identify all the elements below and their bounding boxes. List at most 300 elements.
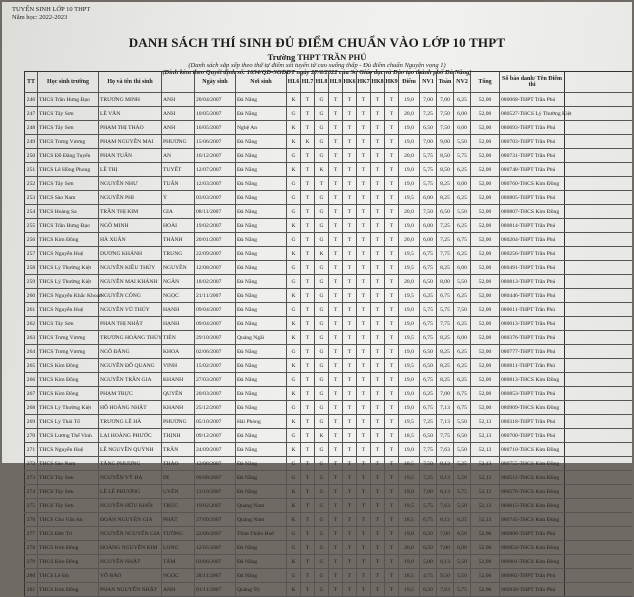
column-header-toan: Toán bbox=[437, 72, 454, 92]
cell-noi-sinh: Đà Nẵng bbox=[236, 275, 287, 288]
cell-hk6: T bbox=[343, 415, 357, 428]
cell-hk9: T bbox=[385, 373, 399, 386]
cell-tt: 266 bbox=[24, 373, 38, 386]
cell-so-bao-danh: 080512-THCS Kim Đồng bbox=[500, 471, 565, 484]
cell-hl7: T bbox=[301, 331, 315, 344]
cell-diem: 18,5 bbox=[399, 457, 420, 470]
cell-nv1: 7,00 bbox=[420, 485, 437, 498]
cell-diem: 19,0 bbox=[399, 219, 420, 232]
cell-tt: 269 bbox=[24, 415, 38, 428]
cell-tt: 262 bbox=[24, 317, 38, 330]
cell-hl9: T bbox=[329, 569, 343, 582]
cell-so-bao-danh: 080693-THPT Trần Phú bbox=[500, 121, 565, 134]
cell-tong: 52,00 bbox=[471, 163, 500, 176]
cell-hk6: T bbox=[343, 233, 357, 246]
cell-toan: 7,63 bbox=[437, 583, 454, 596]
cell-nv1: 6,50 bbox=[420, 359, 437, 372]
cell-ho-ten: NGUYỄN MAI KHÁNH bbox=[99, 275, 162, 288]
cell-hl7: T bbox=[301, 457, 315, 470]
cell-hk8: T bbox=[371, 219, 385, 232]
cell-noi-sinh: Hải Phòng bbox=[236, 415, 287, 428]
cell-hk8: T bbox=[371, 415, 385, 428]
cell-ho-ten: TRẦN THỊ KIM bbox=[99, 205, 162, 218]
cell-hk7: T bbox=[357, 485, 371, 498]
cell-tt: 258 bbox=[24, 261, 38, 274]
cell-hl6: G bbox=[287, 205, 301, 218]
cell-hl8: K bbox=[315, 163, 329, 176]
cell-ngay-sinh: 12/08/2007 bbox=[195, 457, 236, 470]
table-row bbox=[24, 303, 632, 317]
cell-hk8: T bbox=[371, 93, 385, 106]
cell-tt: 248 bbox=[24, 121, 38, 134]
cell-ho-ten: NGÔ MINH bbox=[99, 219, 162, 232]
cell-toan: 8,13 bbox=[437, 471, 454, 484]
cell-so-bao-danh: 080901-THCS Kim Đồng bbox=[500, 555, 565, 568]
cell-hk8: T bbox=[371, 303, 385, 316]
cell-hoc-sinh-truong: THCS Đỗ Đăng Tuyển bbox=[38, 149, 99, 162]
cell-tt: 253 bbox=[24, 191, 38, 204]
cell-ngay-sinh: 19/02/2007 bbox=[195, 499, 236, 512]
column-header-hl8: HL8 bbox=[315, 72, 329, 92]
table-row bbox=[24, 107, 632, 121]
cell-tt: 281 bbox=[24, 583, 38, 596]
cell-ho-ten: NGÔ ĐĂNG bbox=[99, 345, 162, 358]
cell-toan: 8,25 bbox=[437, 359, 454, 372]
cell-hk9: T bbox=[385, 191, 399, 204]
cell-hl6: K bbox=[287, 135, 301, 148]
cell-hl6: G bbox=[287, 471, 301, 484]
cell-so-bao-danh: 080256-THPT Trần Phú bbox=[500, 247, 565, 260]
cell-ngay-sinh: 15/02/2007 bbox=[195, 359, 236, 372]
table-row bbox=[24, 513, 632, 527]
cell-hl7: T bbox=[301, 289, 315, 302]
cell-hl9: T bbox=[329, 401, 343, 414]
cell-diem: 19,0 bbox=[399, 135, 420, 148]
cell-diem: 20,0 bbox=[399, 205, 420, 218]
cell-hoc-sinh-truong: THCS Kim Đồng bbox=[38, 233, 99, 246]
cell-tt: 261 bbox=[24, 303, 38, 316]
cell-hl6: G bbox=[287, 457, 301, 470]
cell-noi-sinh: Đà Nẵng bbox=[236, 485, 287, 498]
cell-hoc-sinh-truong: THCS Lý Thường Kiệt bbox=[38, 401, 99, 414]
table-row bbox=[24, 401, 632, 415]
cell-toan: 8,25 bbox=[437, 177, 454, 190]
cell-hl7: T bbox=[301, 541, 315, 554]
cell-hk9: T bbox=[385, 359, 399, 372]
cell-nv2: 5,50 bbox=[454, 135, 471, 148]
cell-hk9: T bbox=[385, 121, 399, 134]
cell-diem: 19,0 bbox=[399, 555, 420, 568]
cell-hk7: T bbox=[357, 121, 371, 134]
cell-nv2: 5,50 bbox=[454, 205, 471, 218]
cell-hk8: T bbox=[371, 387, 385, 400]
cell-hk9: T bbox=[385, 415, 399, 428]
cell-ten: KHOA bbox=[162, 345, 195, 358]
cell-ngay-sinh: 20/03/2007 bbox=[195, 387, 236, 400]
cell-hk7: T bbox=[357, 373, 371, 386]
cell-ngay-sinh: 02/06/2007 bbox=[195, 345, 236, 358]
cell-hl7: T bbox=[301, 443, 315, 456]
cell-nv2: 6,50 bbox=[454, 527, 471, 540]
cell-hoc-sinh-truong: THCS Lương Thế Vinh bbox=[38, 429, 99, 442]
cell-hl9: T bbox=[329, 317, 343, 330]
cell-hoc-sinh-truong: THCS Lê Hồng Phong bbox=[38, 163, 99, 176]
cell-hk6: T bbox=[343, 359, 357, 372]
cell-hl8: G bbox=[315, 121, 329, 134]
column-header-tt: TT bbox=[24, 72, 38, 92]
cell-diem: 18,5 bbox=[399, 429, 420, 442]
cell-so-bao-danh: 080204-THPT Trần Phú bbox=[500, 233, 565, 246]
cell-so-bao-danh: 080376-THPT Trần Phú bbox=[500, 331, 565, 344]
cell-hl9: T bbox=[329, 345, 343, 358]
cell-noi-sinh: Đà Nẵng bbox=[236, 457, 287, 470]
cell-hoc-sinh-truong: THCS Nguyễn Khắc Khoan bbox=[38, 289, 99, 302]
cell-hl7: T bbox=[301, 387, 315, 400]
cell-hl7: T bbox=[301, 359, 315, 372]
cell-hoc-sinh-truong: THCS Tây Sơn bbox=[38, 485, 99, 498]
cell-noi-sinh: Đà Nẵng bbox=[236, 555, 287, 568]
cell-ten: ANH bbox=[162, 121, 195, 134]
cell-noi-sinh: Quảng Trị bbox=[236, 583, 287, 596]
table-row bbox=[24, 275, 632, 289]
cell-diem: 20,0 bbox=[399, 233, 420, 246]
cell-hk9: T bbox=[385, 303, 399, 316]
cell-hk6: T bbox=[343, 303, 357, 316]
cell-hoc-sinh-truong: THCS Tây Sơn bbox=[38, 107, 99, 120]
table-row bbox=[24, 345, 632, 359]
cell-ho-ten: PHẠM NGUYỄN MAI bbox=[99, 135, 162, 148]
cell-hoc-sinh-truong: THCS Lý Thái Tổ bbox=[38, 415, 99, 428]
cell-tt: 272 bbox=[24, 457, 38, 470]
cell-nv2: 6,00 bbox=[454, 261, 471, 274]
cell-hk6: T bbox=[343, 471, 357, 484]
cell-ngay-sinh: 21/11/2007 bbox=[195, 289, 236, 302]
cell-hk7: T bbox=[357, 513, 371, 526]
cell-tong: 52,13 bbox=[471, 485, 500, 498]
cell-hk8: T bbox=[371, 191, 385, 204]
cell-ngay-sinh: 01/11/2007 bbox=[195, 583, 236, 596]
cell-tt: 263 bbox=[24, 331, 38, 344]
cell-hl6: G bbox=[287, 373, 301, 386]
header-line-1: TUYỂN SINH LỚP 10 THPT bbox=[12, 6, 91, 13]
cell-toan: 9,50 bbox=[437, 569, 454, 582]
cell-hk8: T bbox=[371, 485, 385, 498]
table-row bbox=[24, 135, 632, 149]
cell-hl8: G bbox=[315, 303, 329, 316]
cell-hk8: T bbox=[371, 121, 385, 134]
cell-diem: 19,0 bbox=[399, 317, 420, 330]
cell-hl6: K bbox=[287, 583, 301, 596]
cell-hl9: T bbox=[329, 583, 343, 596]
cell-ten: NGỌC bbox=[162, 289, 195, 302]
cell-hl8: G bbox=[315, 513, 329, 526]
cell-hl8: G bbox=[315, 359, 329, 372]
cell-hl7: T bbox=[301, 205, 315, 218]
cell-toan: 8,13 bbox=[437, 513, 454, 526]
cell-tong: 52,00 bbox=[471, 247, 500, 260]
cell-hl9: T bbox=[329, 219, 343, 232]
cell-hl9: T bbox=[329, 247, 343, 260]
cell-nv1: 7,50 bbox=[420, 457, 437, 470]
cell-hk7: T bbox=[357, 317, 371, 330]
cell-toan: 7,00 bbox=[437, 387, 454, 400]
cell-ngay-sinh: 05/10/2007 bbox=[195, 415, 236, 428]
cell-tong: 52,00 bbox=[471, 275, 500, 288]
cell-hk8: T bbox=[371, 163, 385, 176]
cell-so-bao-danh: 080930-THPT Trần Phú bbox=[500, 583, 565, 596]
cell-tt: 267 bbox=[24, 387, 38, 400]
cell-hk9: T bbox=[385, 219, 399, 232]
cell-nv1: 6,25 bbox=[420, 387, 437, 400]
cell-hoc-sinh-truong: THCS Trưng Vương bbox=[38, 135, 99, 148]
cell-ten: TUẤN bbox=[162, 177, 195, 190]
cell-hk7: T bbox=[357, 233, 371, 246]
cell-ho-ten: PHAN TUẤN bbox=[99, 149, 162, 162]
cell-toan: 8,25 bbox=[437, 345, 454, 358]
cell-toan: 7,13 bbox=[437, 415, 454, 428]
cell-hk7: T bbox=[357, 107, 371, 120]
cell-hk6: T bbox=[343, 373, 357, 386]
header-line-2: Năm học: 2022-2023 bbox=[12, 14, 68, 21]
cell-toan: 7,75 bbox=[437, 247, 454, 260]
cell-hk7: T bbox=[357, 541, 371, 554]
cell-hl6: G bbox=[287, 541, 301, 554]
cell-toan: 9,00 bbox=[437, 135, 454, 148]
cell-hl6: G bbox=[287, 191, 301, 204]
cell-ten: KHANH bbox=[162, 401, 195, 414]
cell-hoc-sinh-truong: THCS Trưng Vương bbox=[38, 331, 99, 344]
cell-so-bao-danh: 080491-THPT Trần Phú bbox=[500, 261, 565, 274]
cell-so-bao-danh: 080748-THPT Trần Phú bbox=[500, 163, 565, 176]
cell-diem: 19,0 bbox=[399, 177, 420, 190]
cell-hk9: T bbox=[385, 527, 399, 540]
cell-hk8: T bbox=[371, 555, 385, 568]
cell-hl8: G bbox=[315, 415, 329, 428]
cell-nv1: 5,00 bbox=[420, 555, 437, 568]
subtitle-1: (Danh sách sắp xếp theo thứ tự điểm xét tuyển từ cao xuống thấp - Đủ điểm chuẩn Nguyện vọng 1) bbox=[188, 62, 446, 69]
cell-hoc-sinh-truong: THCS Đức Trí bbox=[38, 527, 99, 540]
cell-hk7: T bbox=[357, 205, 371, 218]
cell-hk6: T bbox=[343, 429, 357, 442]
cell-ten: LONG bbox=[162, 541, 195, 554]
cell-hl7: T bbox=[301, 429, 315, 442]
cell-hk6: T bbox=[343, 261, 357, 274]
cell-hoc-sinh-truong: THCS Trưng Vương bbox=[38, 345, 99, 358]
cell-nv1: 5,75 bbox=[420, 163, 437, 176]
cell-ten: PHƯƠNG bbox=[162, 135, 195, 148]
cell-tong: 52,00 bbox=[471, 93, 500, 106]
cell-hoc-sinh-truong: THCS Sào Nam bbox=[38, 191, 99, 204]
cell-hk7: T bbox=[357, 555, 371, 568]
cell-ho-ten: PHẠM TRỰC bbox=[99, 387, 162, 400]
table-header-row bbox=[24, 71, 632, 93]
cell-so-bao-danh: 080527-THCS Lý Thường Kiệt bbox=[500, 107, 565, 120]
cell-tong: 52,00 bbox=[471, 583, 500, 596]
cell-noi-sinh: Nghệ An bbox=[236, 121, 287, 134]
cell-ten: ANH bbox=[162, 107, 195, 120]
cell-ten: ANH bbox=[162, 583, 195, 596]
cell-noi-sinh: Đà Nẵng bbox=[236, 429, 287, 442]
cell-tt: 278 bbox=[24, 541, 38, 554]
cell-hl8: G bbox=[315, 555, 329, 568]
page-title: DANH SÁCH THÍ SINH ĐỦ ĐIỂM CHUẨN VÀO LỚP 10 THPT bbox=[128, 35, 506, 50]
cell-diem: 19,0 bbox=[399, 401, 420, 414]
cell-hl9: T bbox=[329, 429, 343, 442]
cell-ho-ten: TĂNG PHƯƠNG bbox=[99, 457, 162, 470]
cell-hk8: T bbox=[371, 135, 385, 148]
cell-hl6: G bbox=[287, 233, 301, 246]
cell-so-bao-danh: 080611-THPT Trần Phú bbox=[500, 303, 565, 316]
table-row bbox=[24, 219, 632, 233]
cell-hk6: T bbox=[343, 513, 357, 526]
cell-tong: 52,00 bbox=[471, 261, 500, 274]
cell-nv2: 6,75 bbox=[454, 401, 471, 414]
cell-nv2: 6,25 bbox=[454, 247, 471, 260]
cell-hk9: T bbox=[385, 163, 399, 176]
cell-ten: TƯỜNG bbox=[162, 527, 195, 540]
cell-hk7: T bbox=[357, 499, 371, 512]
cell-hl6: G bbox=[287, 429, 301, 442]
cell-so-bao-danh: 080731-THPT Trần Phú bbox=[500, 149, 565, 162]
cell-ho-ten: LẠI HOÀNG PHƯỚC bbox=[99, 429, 162, 442]
cell-tt: 259 bbox=[24, 275, 38, 288]
cell-so-bao-danh: 080068-THPT Trần Phú bbox=[500, 93, 565, 106]
column-header-noi-sinh: Nơi sinh bbox=[236, 72, 287, 92]
cell-hk8: T bbox=[371, 541, 385, 554]
column-header-hk9: HK9 bbox=[385, 72, 399, 92]
cell-diem: 20,0 bbox=[399, 149, 420, 162]
cell-nv2: 5,75 bbox=[454, 583, 471, 596]
cell-hk9: T bbox=[385, 513, 399, 526]
cell-hl6: G bbox=[287, 275, 301, 288]
cell-nv1: 7,25 bbox=[420, 107, 437, 120]
cell-hl7: T bbox=[301, 191, 315, 204]
cell-hk9: T bbox=[385, 541, 399, 554]
cell-noi-sinh: Đà Nẵng bbox=[236, 261, 287, 274]
cell-nv1: 6,75 bbox=[420, 317, 437, 330]
cell-ngay-sinh: 29/10/2007 bbox=[195, 331, 236, 344]
cell-hk8: T bbox=[371, 457, 385, 470]
table-row bbox=[24, 415, 632, 429]
cell-ten: THÀNH bbox=[162, 233, 195, 246]
cell-ten: QUYÊN bbox=[162, 387, 195, 400]
cell-toan: 7,00 bbox=[437, 527, 454, 540]
cell-hl8: G bbox=[315, 331, 329, 344]
cell-so-bao-danh: 080318-THPT Trần Phú bbox=[500, 415, 565, 428]
cell-hl8: G bbox=[315, 149, 329, 162]
cell-ho-ten: ĐOÀN NGUYÊN GIA bbox=[99, 513, 162, 526]
cell-nv2: 6,00 bbox=[454, 107, 471, 120]
cell-hk7: T bbox=[357, 261, 371, 274]
cell-hl9: T bbox=[329, 191, 343, 204]
cell-noi-sinh: Đà Nẵng bbox=[236, 247, 287, 260]
table-row bbox=[24, 485, 632, 499]
cell-hl9: T bbox=[329, 107, 343, 120]
cell-hk7: T bbox=[357, 163, 371, 176]
cell-diem: 19,0 bbox=[399, 345, 420, 358]
cell-hl9: T bbox=[329, 289, 343, 302]
cell-noi-sinh: Đà Nẵng bbox=[236, 401, 287, 414]
cell-hk9: T bbox=[385, 499, 399, 512]
cell-hk6: T bbox=[343, 541, 357, 554]
cell-ho-ten: LÊ LÊ PHƯƠNG bbox=[99, 485, 162, 498]
cell-nv2: 6,00 bbox=[454, 331, 471, 344]
cell-tong: 52,00 bbox=[471, 191, 500, 204]
cell-hl6: K bbox=[287, 443, 301, 456]
cell-nv1: 6,00 bbox=[420, 191, 437, 204]
cell-hl8: G bbox=[315, 443, 329, 456]
cell-hk6: T bbox=[343, 191, 357, 204]
cell-tong: 52,00 bbox=[471, 359, 500, 372]
cell-nv1: 7,00 bbox=[420, 93, 437, 106]
table-row bbox=[24, 233, 632, 247]
cell-ten: DI bbox=[162, 471, 195, 484]
cell-nv2: 6,25 bbox=[454, 345, 471, 358]
cell-nv2: 6,25 bbox=[454, 191, 471, 204]
cell-hk6: T bbox=[343, 135, 357, 148]
cell-tt: 270 bbox=[24, 429, 38, 442]
cell-hk9: T bbox=[385, 261, 399, 274]
cell-hk8: T bbox=[371, 513, 385, 526]
cell-hk7: T bbox=[357, 247, 371, 260]
cell-ngay-sinh: 12/03/2007 bbox=[195, 177, 236, 190]
cell-hl7: T bbox=[301, 401, 315, 414]
cell-noi-sinh: Đà Nẵng bbox=[236, 205, 287, 218]
cell-hk7: T bbox=[357, 331, 371, 344]
cell-toan: 6,75 bbox=[437, 289, 454, 302]
school-name: Trường THPT TRẦN PHÚ bbox=[267, 52, 367, 62]
cell-hk8: T bbox=[371, 499, 385, 512]
cell-nv2: 6,25 bbox=[454, 289, 471, 302]
document-sheet bbox=[2, 2, 632, 593]
cell-hl8: G bbox=[315, 541, 329, 554]
cell-nv1: 4,75 bbox=[420, 569, 437, 582]
cell-hl8: G bbox=[315, 219, 329, 232]
cell-ho-ten: PHẠM THỊ THẢO bbox=[99, 121, 162, 134]
cell-hl7: T bbox=[301, 177, 315, 190]
cell-hk6: T bbox=[343, 387, 357, 400]
cell-hl6: K bbox=[287, 359, 301, 372]
cell-hl9: T bbox=[329, 541, 343, 554]
cell-hl6: G bbox=[287, 401, 301, 414]
cell-hk6: T bbox=[343, 205, 357, 218]
cell-toan: 6,50 bbox=[437, 205, 454, 218]
cell-hk9: T bbox=[385, 247, 399, 260]
cell-tong: 52,13 bbox=[471, 513, 500, 526]
cell-hk6: T bbox=[343, 289, 357, 302]
cell-toan: 7,75 bbox=[437, 429, 454, 442]
cell-noi-sinh: Đà Nẵng bbox=[236, 387, 287, 400]
cell-tt: 271 bbox=[24, 443, 38, 456]
cell-ho-ten: NGUYỄN CÔNG bbox=[99, 289, 162, 302]
cell-hl9: T bbox=[329, 513, 343, 526]
cell-hl8: G bbox=[315, 583, 329, 596]
cell-hoc-sinh-truong: THCS Lê Độ bbox=[38, 569, 99, 582]
cell-hl9: T bbox=[329, 149, 343, 162]
cell-hl6: K bbox=[287, 289, 301, 302]
cell-nv2: 5,50 bbox=[454, 471, 471, 484]
cell-nv2: 5,25 bbox=[454, 457, 471, 470]
cell-hl9: T bbox=[329, 331, 343, 344]
cell-tong: 52,13 bbox=[471, 457, 500, 470]
cell-ngay-sinh: 10/05/2007 bbox=[195, 107, 236, 120]
cell-hl6: K bbox=[287, 163, 301, 176]
cell-toan: 8,25 bbox=[437, 191, 454, 204]
column-header-ngay-sinh: Ngày sinh bbox=[195, 72, 236, 92]
cell-ten: ANH bbox=[162, 93, 195, 106]
cell-hk7: T bbox=[357, 93, 371, 106]
cell-diem: 19,5 bbox=[399, 471, 420, 484]
